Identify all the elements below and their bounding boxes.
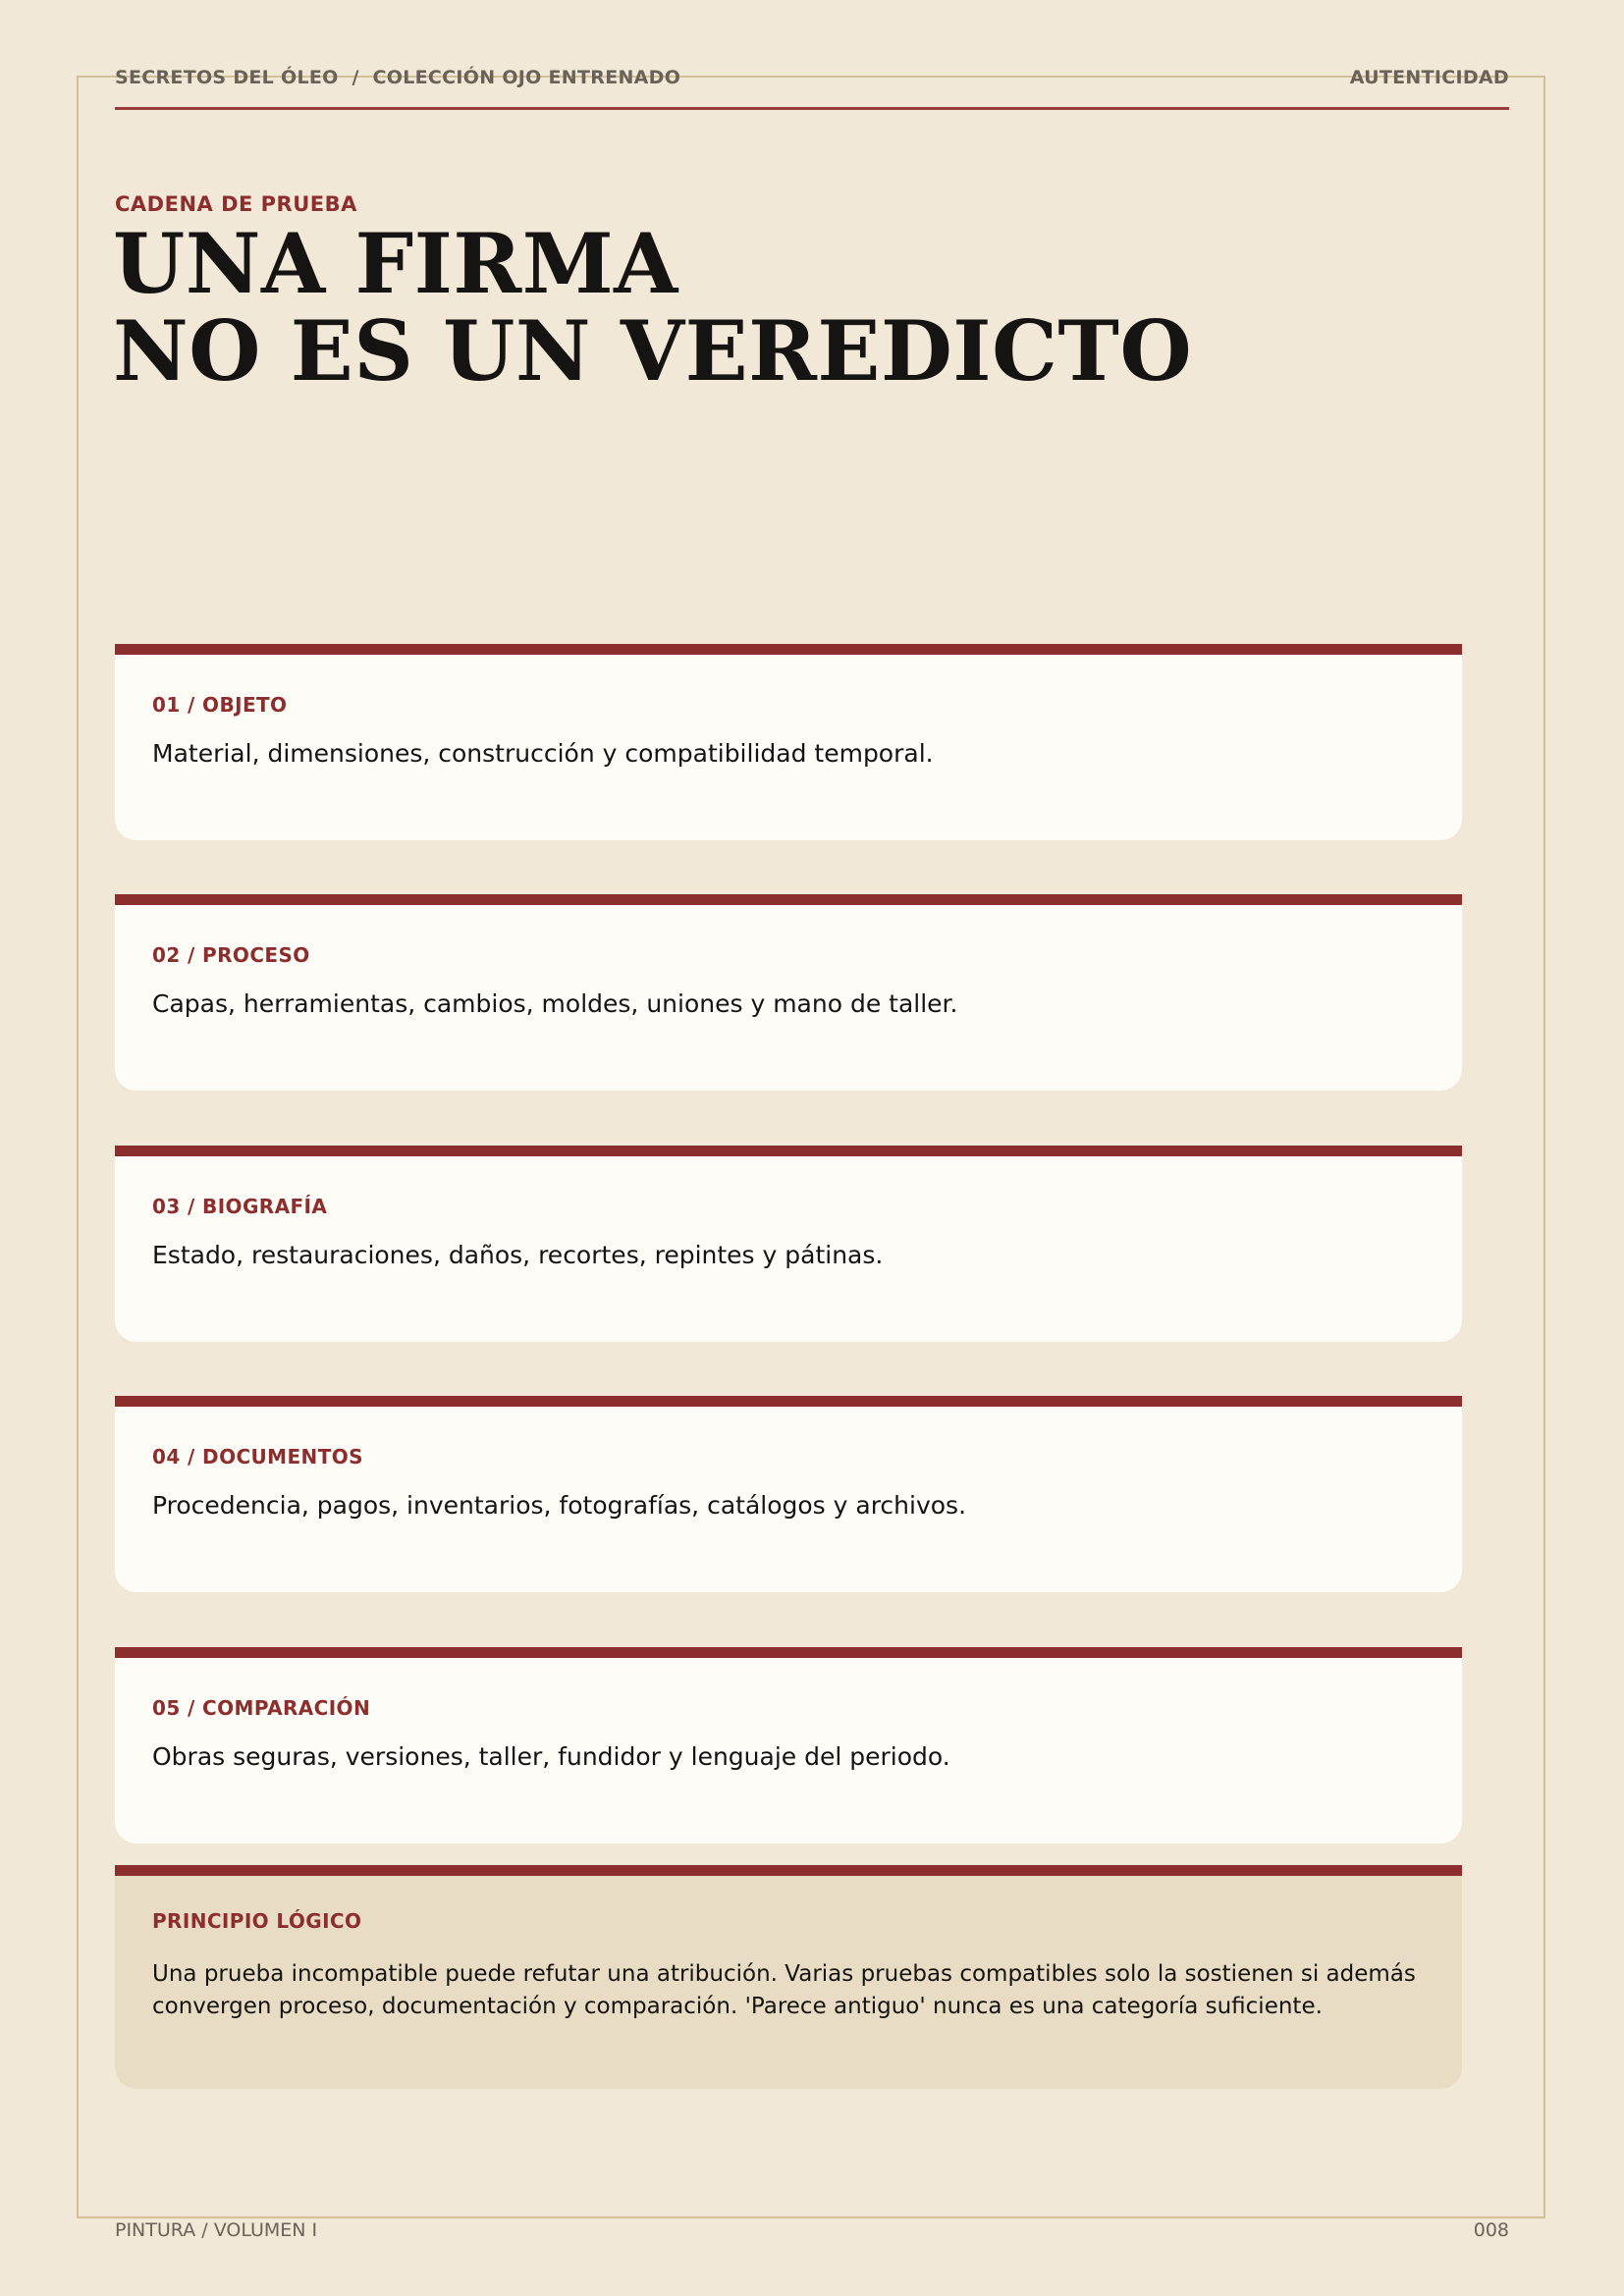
evidence-card-documentos bbox=[115, 1396, 1462, 1592]
card-label: 05 / COMPARACIÓN bbox=[152, 1696, 371, 1720]
footer-volume: PINTURA / VOLUMEN I bbox=[115, 2219, 318, 2241]
page-header bbox=[115, 61, 1509, 110]
card-label: 01 / OBJETO bbox=[152, 693, 288, 717]
card-label: 04 / DOCUMENTOS bbox=[152, 1445, 363, 1468]
title-line-2: NO ES UN VEREDICTO bbox=[113, 302, 1193, 400]
card-text: Obras seguras, versiones, taller, fundidor y lenguaje del periodo. bbox=[152, 1742, 950, 1771]
principle-text: Una prueba incompatible puede refutar una atribución. Varias pruebas compatibles solo la sostienen si además convergen proceso, documentación y comparación. 'Parece antiguo' nunca es una categoría suficiente. bbox=[152, 1961, 1416, 2019]
evidence-card-comparacion bbox=[115, 1647, 1462, 1843]
card-label: 02 / PROCESO bbox=[152, 943, 310, 967]
card-text: Capas, herramientas, cambios, moldes, uniones y mano de taller. bbox=[152, 989, 958, 1018]
evidence-card-proceso bbox=[115, 894, 1462, 1091]
header-separator: / bbox=[352, 67, 359, 88]
principle-label: PRINCIPIO LÓGICO bbox=[152, 1909, 362, 1933]
header-section: AUTENTICIDAD bbox=[1349, 67, 1509, 88]
page-number: 008 bbox=[1473, 2219, 1509, 2241]
card-label: 03 / BIOGRAFÍA bbox=[152, 1195, 328, 1218]
header-breadcrumb bbox=[115, 67, 680, 88]
title-line-1: UNA FIRMA bbox=[113, 215, 678, 312]
card-text: Procedencia, pagos, inventarios, fotografías, catálogos y archivos. bbox=[152, 1491, 967, 1520]
header-collection: COLECCIÓN OJO ENTRENADO bbox=[372, 67, 681, 88]
principle-callout bbox=[115, 1865, 1462, 2089]
section-eyebrow: CADENA DE PRUEBA bbox=[115, 192, 357, 216]
header-series: SECRETOS DEL ÓLEO bbox=[115, 67, 339, 88]
card-text: Estado, restauraciones, daños, recortes, repintes y pátinas. bbox=[152, 1241, 884, 1269]
page-title bbox=[113, 215, 1193, 400]
evidence-card-objeto bbox=[115, 644, 1462, 840]
card-text: Material, dimensiones, construcción y compatibilidad temporal. bbox=[152, 739, 934, 768]
evidence-card-biografia bbox=[115, 1146, 1462, 1342]
